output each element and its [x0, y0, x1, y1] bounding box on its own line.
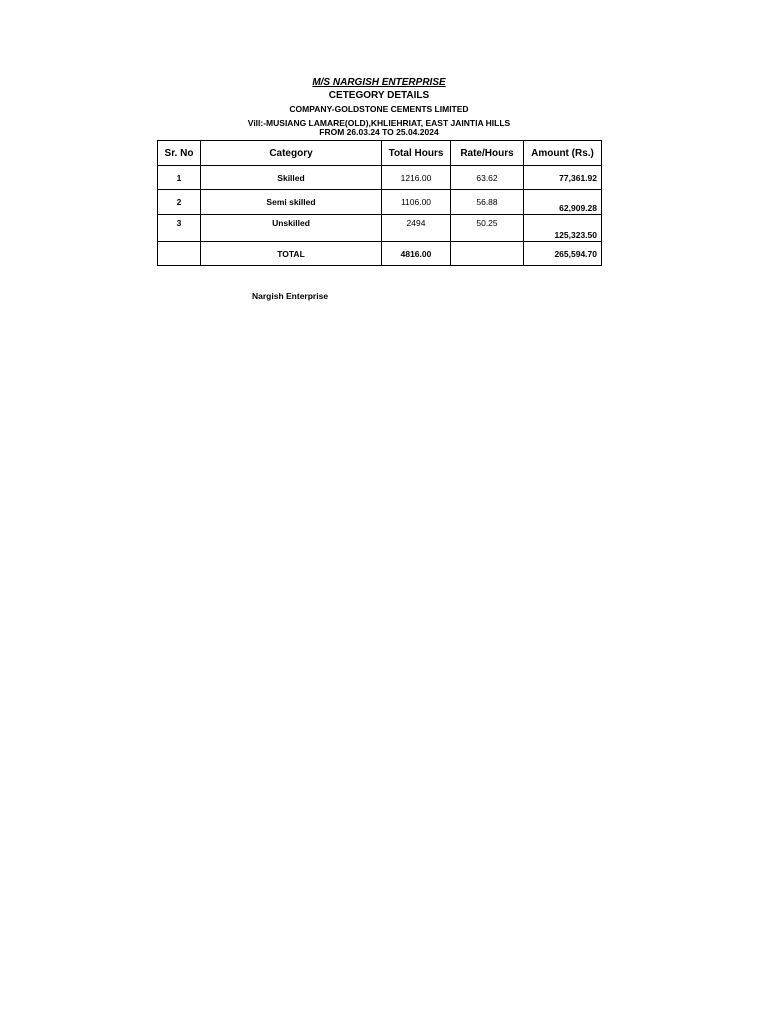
cell-sr-no: 2: [158, 190, 201, 215]
table-row: [158, 190, 602, 215]
cell-total-hours: 1106.00: [382, 190, 451, 215]
period-line: FROM 26.03.24 TO 25.04.2024: [319, 127, 439, 137]
total-row: [158, 242, 602, 266]
col-header-category: Category: [201, 141, 382, 166]
cell-sr-no: 3: [158, 215, 201, 242]
col-header-total-hours: Total Hours: [382, 141, 451, 166]
cell-total-hours: 1216.00: [382, 166, 451, 190]
col-header-amount: Amount (Rs.): [524, 141, 602, 166]
company-line: COMPANY-GOLDSTONE CEMENTS LIMITED: [289, 104, 469, 114]
cell-total-hours-sum: 4816.00: [382, 242, 451, 266]
cell-total-label: TOTAL: [201, 242, 382, 266]
table-header-row: [158, 141, 602, 166]
table-row: [158, 215, 602, 242]
cell-sr-no: 1: [158, 166, 201, 190]
cell-total-amount: 265,594.70: [524, 242, 602, 266]
cell-rate: 50.25: [451, 215, 524, 242]
category-table: [157, 140, 602, 266]
table-row: [158, 166, 602, 190]
cell-amount: 77,361.92: [524, 166, 602, 190]
col-header-rate-hours: Rate/Hours: [451, 141, 524, 166]
cell-total-hours: 2494: [382, 215, 451, 242]
cell-rate: 56.88: [451, 190, 524, 215]
cell-rate-empty: [451, 242, 524, 266]
document-subtitle: CETEGORY DETAILS: [328, 90, 430, 101]
col-header-sr-no: Sr. No: [158, 141, 201, 166]
cell-category: Unskilled: [201, 215, 382, 242]
cell-category: Skilled: [201, 166, 382, 190]
cell-rate: 63.62: [451, 166, 524, 190]
cell-amount: 62,909.28: [524, 190, 602, 215]
village-line: Vill:-MUSIANG LAMARE(OLD),KHLIEHRIAT, EAST JAINTIA HILLS: [247, 118, 511, 128]
cell-sr-no-empty: [158, 242, 201, 266]
cell-amount: 125,323.50: [524, 215, 602, 242]
document-title: M/S NARGISH ENTERPRISE: [312, 77, 446, 88]
signature-name: Nargish Enterprise: [252, 291, 329, 301]
cell-category: Semi skilled: [201, 190, 382, 215]
